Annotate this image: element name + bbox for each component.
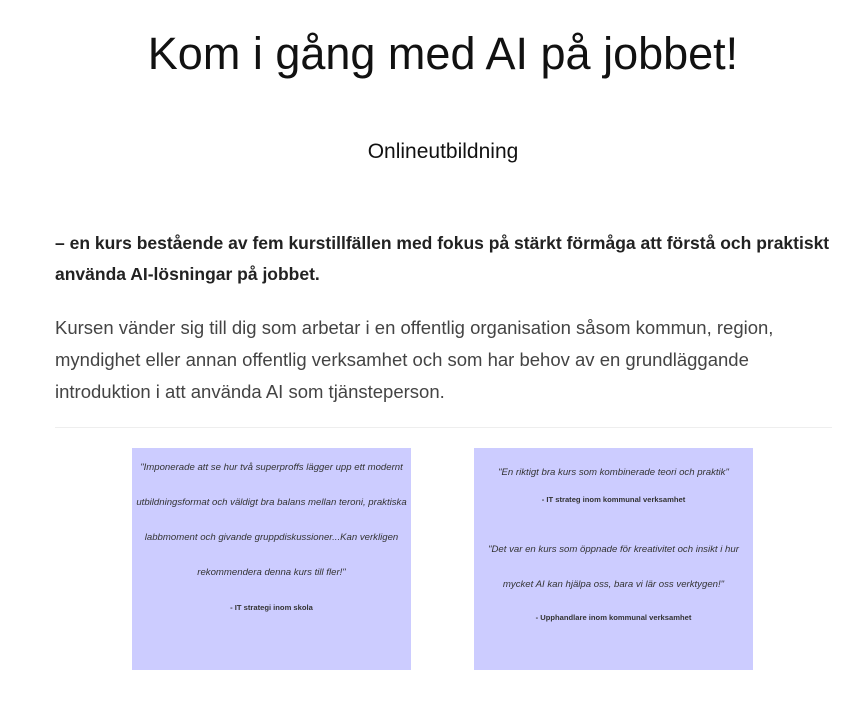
lead-paragraph: – en kurs bestående av fem kurstillfällen med fokus på stärkt förmåga att förstå och praktiskt använda AI-lösningar på jobbet. — [55, 233, 830, 284]
body-paragraph: Kursen vänder sig till dig som arbetar i en offentlig organisation såsom kommun, region, myndighet eller annan offentlig verksamhet och som har behov av en grundläggande introduktion i att använda AI som tjänsteperson. — [55, 317, 774, 402]
testimonial-author: - Upphandlare inom kommunal verksamhet — [535, 613, 692, 622]
testimonial-box — [132, 448, 411, 670]
testimonial-author: - IT strategi inom skola — [230, 603, 313, 612]
divider — [55, 427, 832, 428]
page-title: Kom i gång med AI på jobbet! — [147, 28, 739, 79]
testimonial-quote: "Det var en kurs som öppnade för kreativitet och insikt i hur mycket AI kan hjälpa oss, bara vi lär oss verktygen!" — [488, 544, 739, 590]
page-subtitle: Onlineutbildning — [367, 140, 519, 163]
testimonial-box — [474, 448, 753, 670]
testimonial-quote: "En riktigt bra kurs som kombinerade teori och praktik" — [498, 467, 729, 478]
testimonial-author: - IT strateg inom kommunal verksamhet — [541, 495, 686, 504]
testimonial-quote: "Imponerade att se hur två superproffs lägger upp ett modernt utbildningsformat och väldigt bra balans mellan teroni, praktiska labbmoment och givande gruppdiskussioner...Kan verkligen rekommendera denna kurs till fler!" — [136, 462, 407, 578]
